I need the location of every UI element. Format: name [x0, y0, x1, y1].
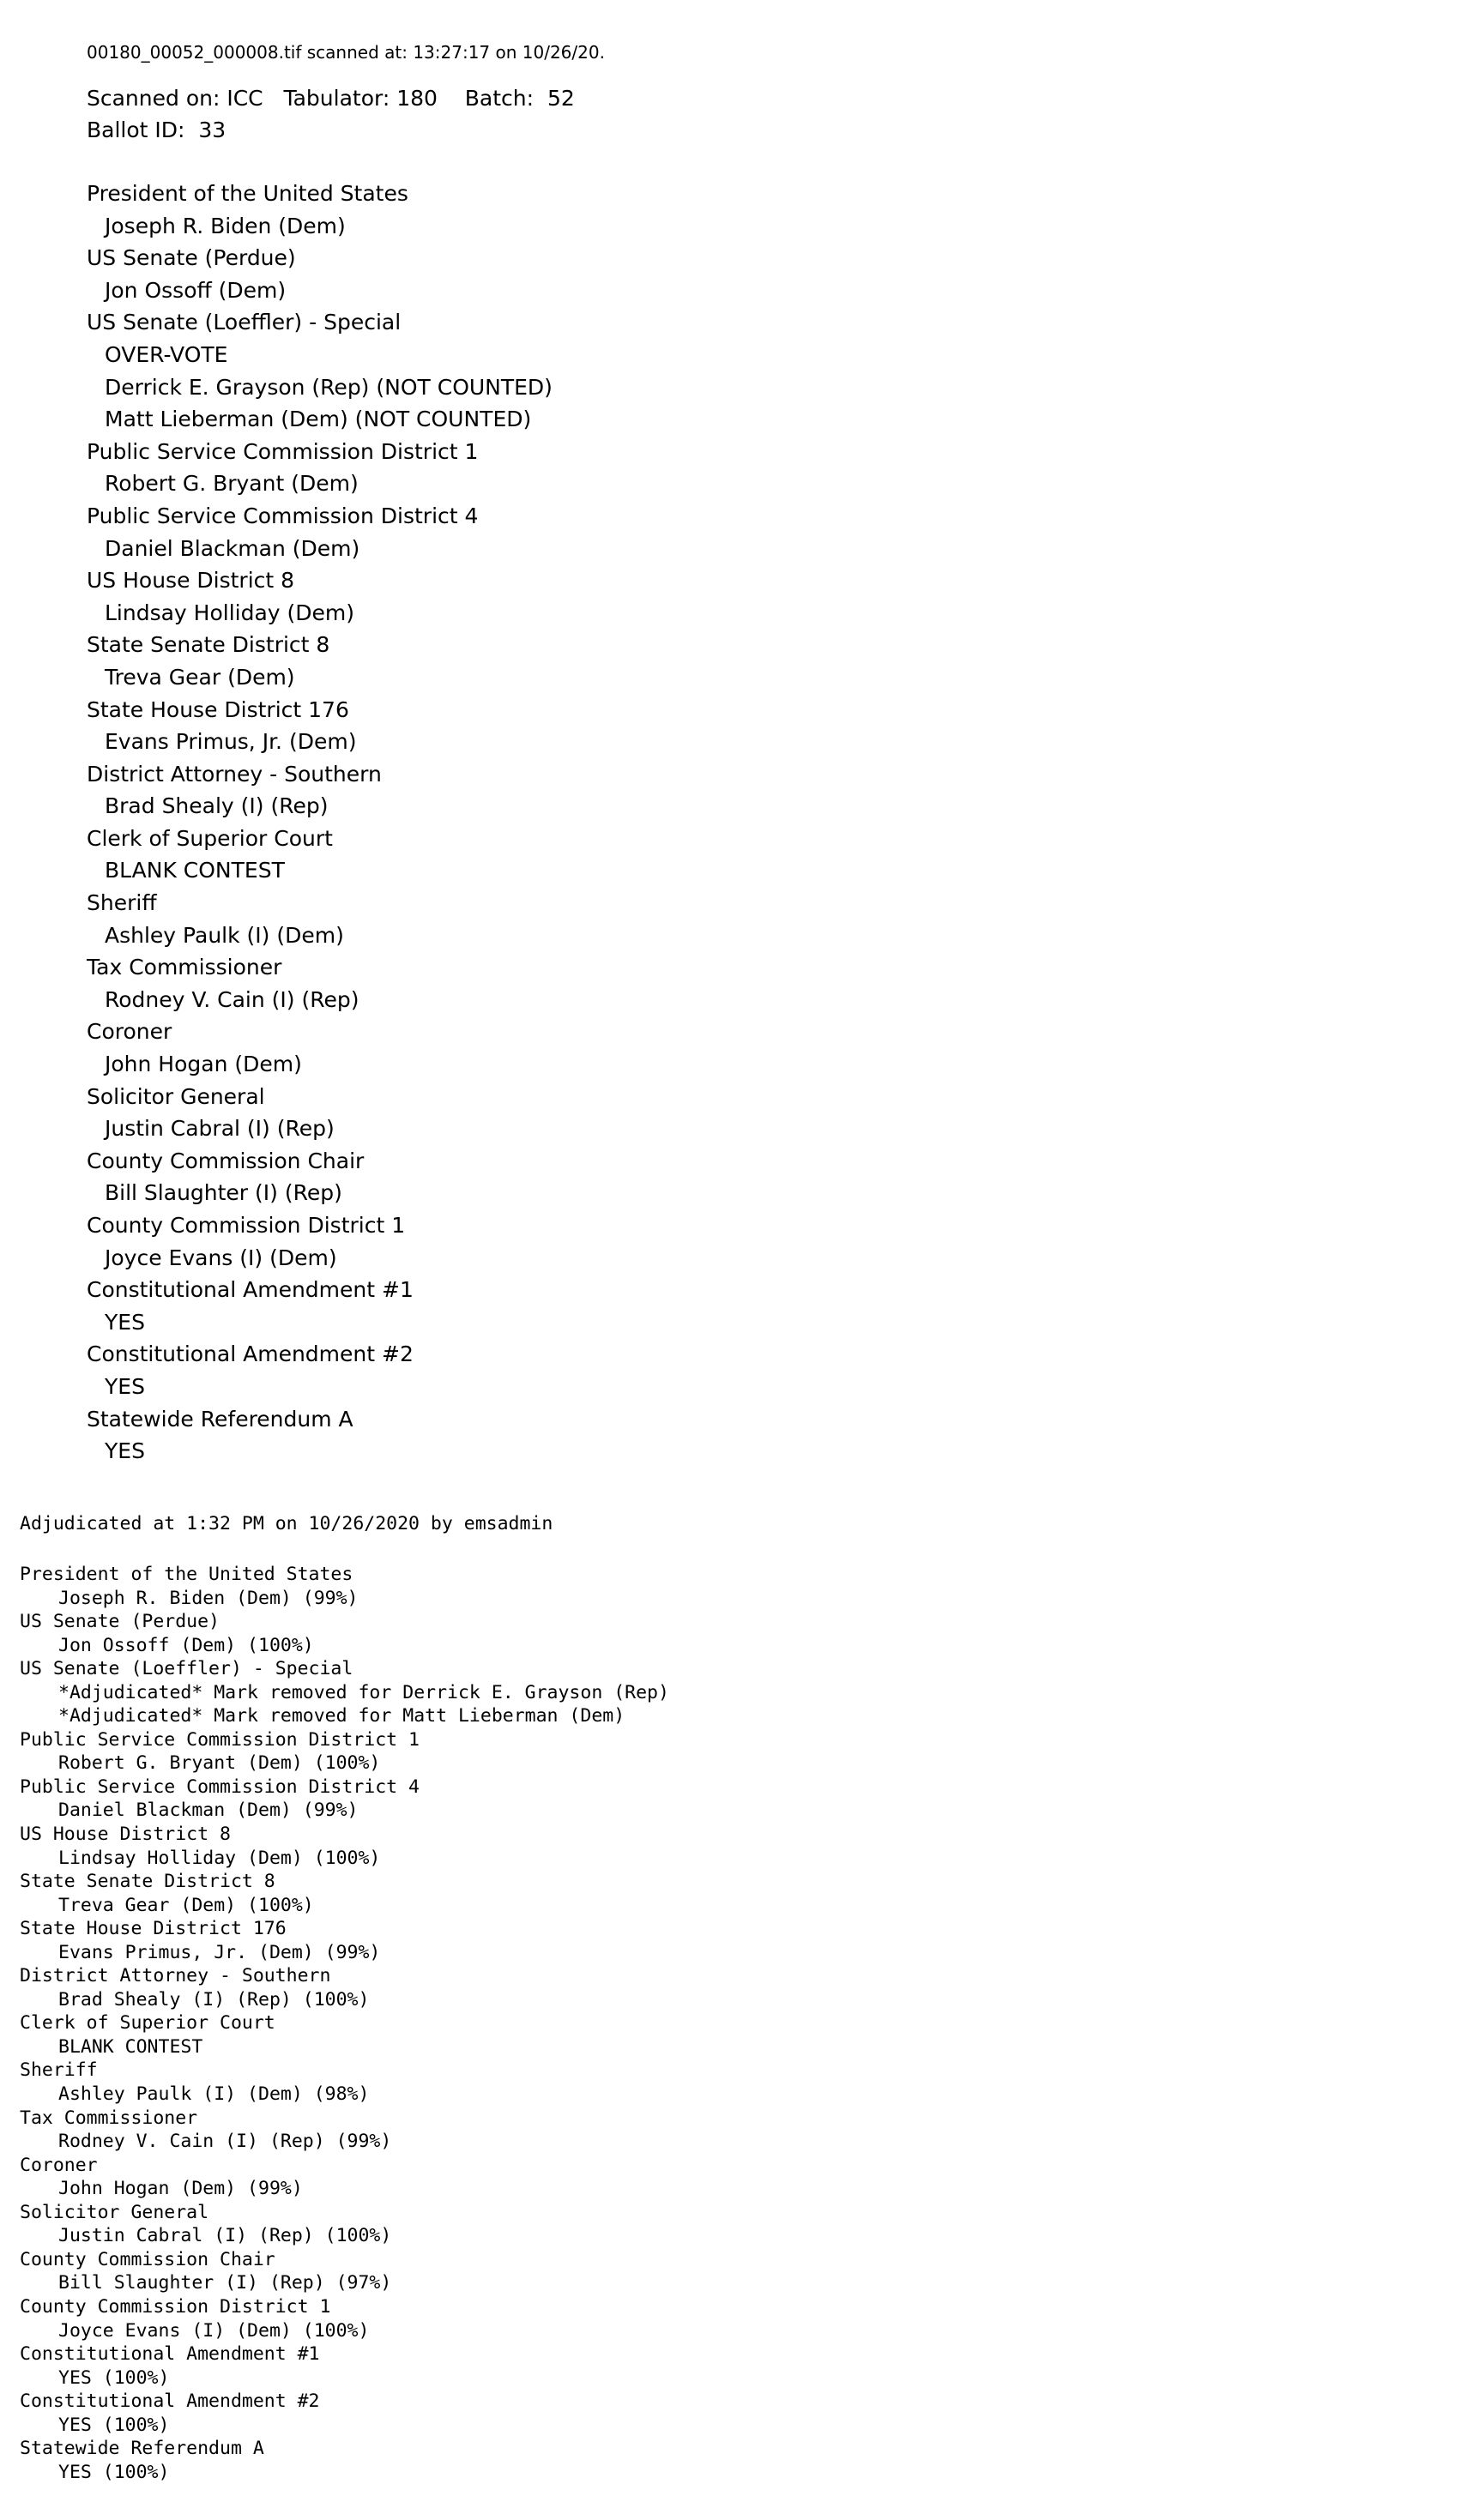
adjudication-contest-title: US House District 8: [20, 1824, 231, 1846]
scan-contest-choice: Jon Ossoff (Dem): [105, 277, 287, 303]
ballot-id-label: Ballot ID:: [87, 118, 185, 142]
adjudication-contest-choice: *Adjudicated* Mark removed for Matt Lieberman (Dem): [58, 1705, 625, 1727]
scan-contest-title: Constitutional Amendment #2: [87, 1341, 414, 1367]
scan-contest-title: US House District 8: [87, 568, 295, 594]
scan-contest-list: [87, 178, 605, 1468]
scan-contest-choice: Treva Gear (Dem): [105, 664, 295, 690]
scan-contest-title: County Commission District 1: [87, 1213, 406, 1238]
adjudication-contest-title: Sheriff: [20, 2059, 98, 2082]
adjudication-contest-choice: Bill Slaughter (I) (Rep) (97%): [58, 2272, 392, 2294]
adjudication-contest-title: Solicitor General: [20, 2201, 209, 2223]
scan-contest-title: US Senate (Perdue): [87, 245, 296, 271]
scan-contest-choice: Matt Lieberman (Dem) (NOT COUNTED): [105, 407, 532, 432]
scan-contest-title: US Senate (Loeffler) - Special: [87, 310, 402, 335]
adjudication-contest-title: Tax Commissioner: [20, 2107, 198, 2129]
scan-contest-title: County Commission Chair: [87, 1148, 365, 1173]
adjudication-section: [20, 1511, 669, 2484]
scan-file-line: 00180_00052_000008.tif scanned at: 13:27:17 on 10/26/20.: [87, 42, 605, 63]
adjudication-contest-choice: Rodney V. Cain (I) (Rep) (99%): [58, 2131, 392, 2153]
scan-contest-choice: John Hogan (Dem): [105, 1052, 302, 1077]
scan-contest-choice: Evans Primus, Jr. (Dem): [105, 729, 357, 755]
adjudication-contest-title: Statewide Referendum A: [20, 2438, 264, 2460]
scan-contest-title: Solicitor General: [87, 1083, 265, 1109]
scan-contest-title: President of the United States: [87, 181, 408, 206]
adjudication-contest-choice: YES (100%): [58, 2461, 170, 2483]
adjudication-contest-choice: Lindsay Holliday (Dem) (100%): [58, 1847, 381, 1869]
ballot-id-value: 33: [198, 118, 227, 142]
scan-contest-choice: Brad Shealy (I) (Rep): [105, 793, 329, 819]
scan-contest-choice: YES: [105, 1373, 145, 1399]
adjudication-contest-title: Public Service Commission District 1: [20, 1728, 420, 1751]
scan-contest-choice: Rodney V. Cain (I) (Rep): [105, 986, 359, 1012]
scan-contest-title: State Senate District 8: [87, 632, 330, 658]
scan-contest-choice: Bill Slaughter (I) (Rep): [105, 1180, 342, 1206]
scan-contest-choice: Lindsay Holliday (Dem): [105, 600, 355, 625]
adjudication-contest-title: District Attorney - Southern: [20, 1965, 331, 1987]
scan-contest-choice: Daniel Blackman (Dem): [105, 535, 360, 561]
batch-value: 52: [547, 86, 575, 111]
adjudication-contest-choice: John Hogan (Dem) (99%): [58, 2178, 303, 2200]
adjudication-contest-title: Constitutional Amendment #2: [20, 2390, 320, 2413]
scan-contest-title: Statewide Referendum A: [87, 1406, 353, 1432]
scan-contest-choice: Justin Cabral (I) (Rep): [105, 1116, 335, 1142]
adjudication-contest-choice: Treva Gear (Dem) (100%): [58, 1894, 314, 1916]
adjudication-contest-title: State Senate District 8: [20, 1871, 275, 1893]
adjudication-contest-choice: Daniel Blackman (Dem) (99%): [58, 1800, 359, 1822]
adjudication-contest-list: [20, 1563, 669, 2484]
adjudication-contest-title: Constitutional Amendment #1: [20, 2343, 320, 2366]
scan-contest-title: Coroner: [87, 1019, 172, 1045]
adjudication-contest-choice: YES (100%): [58, 2366, 170, 2389]
scan-contest-choice: OVER-VOTE: [105, 341, 228, 367]
adjudication-contest-title: County Commission Chair: [20, 2248, 275, 2270]
adjudication-contest-title: Public Service Commission District 4: [20, 1775, 420, 1798]
batch-label: Batch:: [464, 86, 535, 111]
scan-contest-title: Tax Commissioner: [87, 955, 282, 980]
adjudication-contest-title: State House District 176: [20, 1918, 287, 1940]
scan-metadata: [87, 82, 605, 146]
adjudication-contest-title: Coroner: [20, 2154, 98, 2176]
scan-contest-choice: Derrick E. Grayson (Rep) (NOT COUNTED): [105, 374, 553, 400]
ballot-id-row: [87, 114, 605, 146]
adjudication-contest-choice: Joseph R. Biden (Dem) (99%): [58, 1587, 359, 1609]
tabulator-value: 180: [396, 86, 438, 111]
adjudication-contest-choice: Justin Cabral (I) (Rep) (100%): [58, 2225, 392, 2247]
scan-contest-title: Clerk of Superior Court: [87, 825, 333, 851]
scan-contest-title: Constitutional Amendment #1: [87, 1277, 414, 1303]
adjudication-contest-title: US Senate (Perdue): [20, 1611, 220, 1633]
scan-source-row: [87, 82, 605, 114]
adjudication-contest-choice: Robert G. Bryant (Dem) (100%): [58, 1752, 381, 1775]
scanned-on-value: ICC: [227, 86, 263, 111]
scan-section: [87, 39, 605, 1468]
scan-contest-choice: Joseph R. Biden (Dem): [105, 213, 346, 238]
scan-contest-title: Public Service Commission District 1: [87, 438, 479, 464]
tabulator-label: Tabulator:: [283, 86, 390, 111]
adjudication-contest-choice: Jon Ossoff (Dem) (100%): [58, 1634, 314, 1656]
adjudication-contest-title: US Senate (Loeffler) - Special: [20, 1658, 353, 1680]
scan-contest-title: District Attorney - Southern: [87, 761, 382, 787]
scan-contest-choice: YES: [105, 1309, 145, 1335]
scan-contest-title: Public Service Commission District 4: [87, 503, 479, 528]
adjudication-contest-choice: Joyce Evans (I) (Dem) (100%): [58, 2319, 370, 2342]
scan-contest-title: State House District 176: [87, 696, 349, 722]
scan-contest-choice: Joyce Evans (I) (Dem): [105, 1245, 337, 1270]
adjudication-contest-choice: Ashley Paulk (I) (Dem) (98%): [58, 2083, 370, 2106]
adjudication-header: Adjudicated at 1:32 PM on 10/26/2020 by emsadmin: [20, 1513, 553, 1534]
adjudication-contest-title: Clerk of Superior Court: [20, 2012, 275, 2035]
scan-contest-choice: Robert G. Bryant (Dem): [105, 471, 359, 497]
adjudication-contest-choice: Brad Shealy (I) (Rep) (100%): [58, 1988, 370, 2011]
scan-contest-choice: Ashley Paulk (I) (Dem): [105, 922, 344, 948]
scanned-on-label: Scanned on:: [87, 86, 221, 111]
adjudication-contest-choice: YES (100%): [58, 2414, 170, 2436]
adjudication-contest-title: President of the United States: [20, 1564, 353, 1585]
adjudication-contest-choice: Evans Primus, Jr. (Dem) (99%): [58, 1941, 381, 1963]
adjudication-contest-choice: BLANK CONTEST: [58, 2035, 203, 2058]
scan-contest-choice: YES: [105, 1438, 145, 1464]
adjudication-contest-title: County Commission District 1: [20, 2295, 331, 2318]
adjudication-contest-choice: *Adjudicated* Mark removed for Derrick E. Grayson (Rep): [58, 1681, 669, 1703]
scan-contest-title: Sheriff: [87, 890, 157, 916]
scan-contest-choice: BLANK CONTEST: [105, 858, 285, 883]
